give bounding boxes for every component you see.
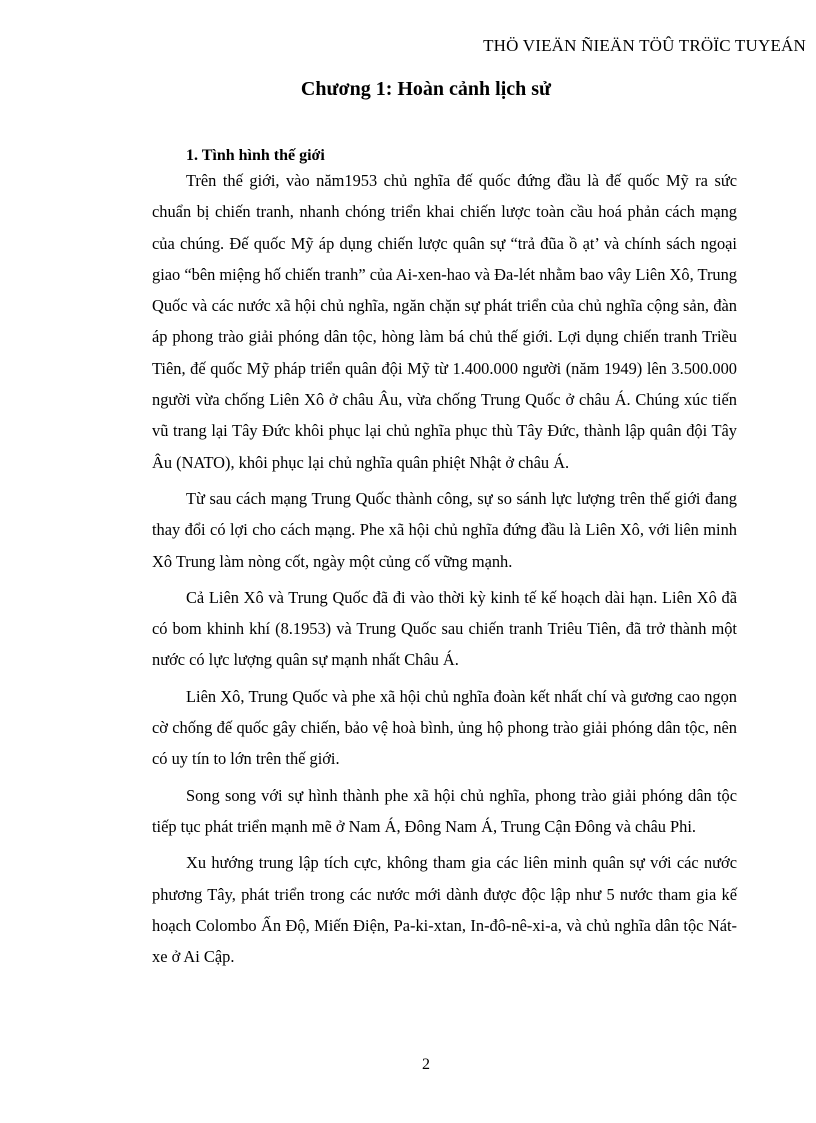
paragraph: Trên thế giới, vào năm1953 chủ nghĩa đế quốc đứng đầu là đế quốc Mỹ ra sức chuẩn bị chiến tranh, nhanh chóng triển khai chiến lược toàn cầu hoá phản cách mạng của chúng. Đế quốc Mỹ áp dụng chiến lược quân sự “trả đũa ồ ạt’ và chính sách ngoại giao “bên miệng hố chiến tranh” của Ai-xen-hao và Đa-lét nhằm bao vây Liên Xô, Trung Quốc và các nước xã hội chủ nghĩa, ngăn chặn sự phát triển của chủ nghĩa cộng sản, đàn áp phong trào giải phóng dân tộc, hòng làm bá chủ thế giới. Lợi dụng chiến tranh Triều Tiên, đế quốc Mỹ pháp triển quân đội Mỹ từ 1.400.000 người (năm 1949) lên 3.500.000 người vừa chống Liên Xô ở châu Âu, vừa chống Trung Quốc ở châu Á. Chúng xúc tiến vũ trang lại Tây Đức khôi phục lại chủ nghĩa phục thù Tây Đức, thành lập quân đội Tây Âu (NATO), khôi phục lại chủ nghĩa quân phiệt Nhật ở châu Á. <box>152 171 737 472</box>
chapter-title: Chương 1: Hoàn cảnh lịch sử <box>300 78 552 100</box>
paragraph: Cả Liên Xô và Trung Quốc đã đi vào thời kỳ kinh tế kế hoạch dài hạn. Liên Xô đã có bom khinh khí (8.1953) và Trung Quốc sau chiến tranh Triêu Tiên, đã trở thành một nước có lực lượng quân sự mạnh nhất Châu Á. <box>152 587 737 670</box>
paragraph: Xu hướng trung lập tích cực, không tham gia các liên minh quân sự với các nước phương Tây, phát triển trong các nước mới dành được độc lập như 5 nước tham gia kế hoạch Colombo Ấn Độ, Miến Điện, Pa-ki-xtan, In-đô-nê-xi-a, và chủ nghĩa dân tộc Nát-xe ở Ai Cập. <box>152 853 737 967</box>
body-text <box>152 165 737 977</box>
page-number: 2 <box>422 1056 430 1073</box>
paragraph: Liên Xô, Trung Quốc và phe xã hội chủ nghĩa đoàn kết nhất chí và gương cao ngọn cờ chống đế quốc gây chiến, bảo vệ hoà bình, ủng hộ phong trào giải phóng dân tộc, nên có uy tín to lớn trên thế giới. <box>152 686 737 769</box>
running-header: THÖ VIEÄN ÑIEÄN TÖÛ TRÖÏC TUYEÁN <box>483 36 806 55</box>
paragraph: Song song với sự hình thành phe xã hội chủ nghĩa, phong trào giải phóng dân tộc tiếp tục phát triển mạnh mẽ ở Nam Á, Đông Nam Á, Trung Cận Đông và châu Phi. <box>152 785 737 836</box>
section-heading: 1. Tình hình thế giới <box>186 147 325 164</box>
paragraph: Từ sau cách mạng Trung Quốc thành công, sự so sánh lực lượng trên thế giới đang thay đổi có lợi cho cách mạng. Phe xã hội chủ nghĩa đứng đầu là Liên Xô, với liên minh Xô Trung làm nòng cốt, ngày một củng cố vững mạnh. <box>152 488 737 571</box>
